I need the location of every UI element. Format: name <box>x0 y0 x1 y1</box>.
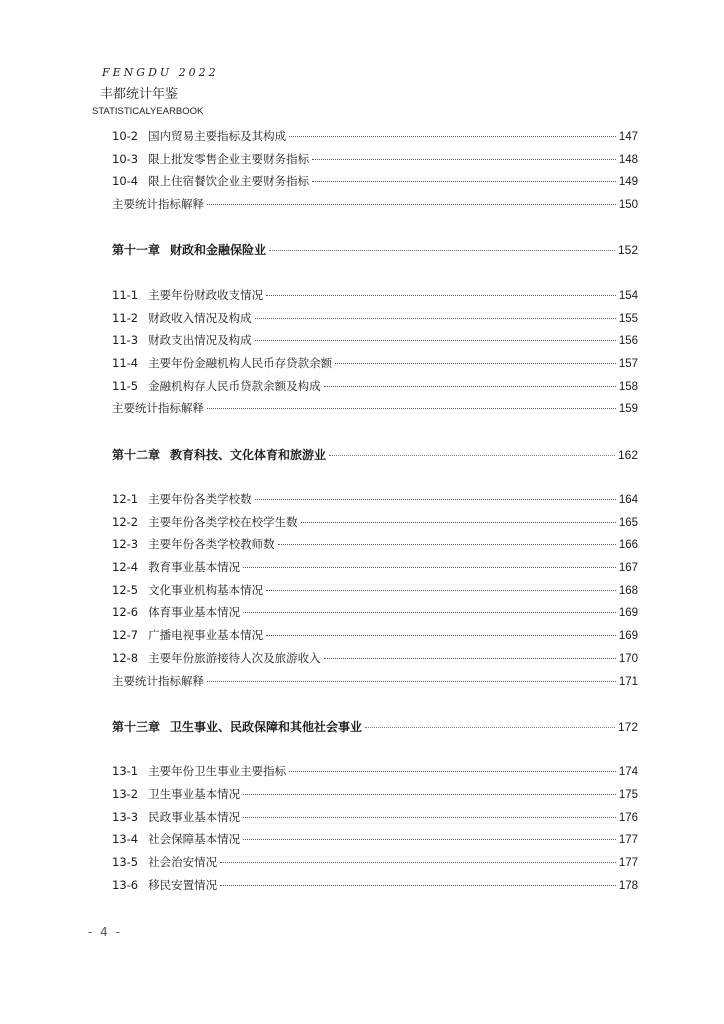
toc-dot-leader <box>243 567 616 568</box>
yearbook-title-en: FENGDU 2022 <box>102 66 219 79</box>
toc-entry-row[interactable] <box>112 604 638 627</box>
toc-page-number: 155 <box>618 312 638 325</box>
toc-entry-row[interactable] <box>112 151 638 174</box>
toc-entry-row[interactable] <box>112 514 638 537</box>
toc-chapter-row[interactable] <box>112 241 638 264</box>
toc-dot-leader <box>312 181 616 182</box>
toc-entry-row[interactable] <box>112 582 638 605</box>
toc-dot-leader <box>335 363 616 364</box>
toc-entry-title: 限上批发零售企业主要财务指标 <box>148 151 310 166</box>
toc-entry-row[interactable] <box>112 400 638 423</box>
toc-page-number: 156 <box>618 335 638 348</box>
toc-dot-leader <box>243 839 616 840</box>
toc-entry-title: 主要年份金融机构人民币存贷款余额 <box>148 355 333 370</box>
toc-dot-leader <box>329 455 615 456</box>
toc-dot-leader <box>278 544 616 545</box>
toc-entry-number: 第十一章 <box>112 243 161 258</box>
page-number: - 4 - <box>88 925 122 939</box>
toc-dot-leader <box>269 250 615 251</box>
toc-entry-row[interactable] <box>112 196 638 219</box>
toc-entry-title: 主要统计指标解释 <box>112 401 204 416</box>
toc-entry-title: 体育事业基本情况 <box>148 605 241 620</box>
toc-dot-leader <box>243 817 616 818</box>
toc-entry-title: 民政事业基本情况 <box>148 809 241 824</box>
toc-page-number: 149 <box>618 176 638 189</box>
toc-entry-row[interactable] <box>112 877 638 900</box>
toc-entry-number: 13-1 <box>112 764 139 779</box>
toc-entry-row[interactable] <box>112 491 638 514</box>
toc-dot-leader <box>207 681 616 682</box>
toc-entry-row[interactable] <box>112 854 638 877</box>
toc-spacer <box>112 468 638 491</box>
toc-entry-title: 主要年份各类学校数 <box>148 492 252 506</box>
toc-page-number: 157 <box>618 357 638 370</box>
toc-page-number: 152 <box>617 243 638 258</box>
toc-entry-number: 10-4 <box>112 174 139 189</box>
toc-spacer <box>112 741 638 764</box>
toc-page-number: 177 <box>618 834 638 847</box>
toc-page-number: 168 <box>618 584 638 597</box>
toc-entry-row[interactable] <box>112 559 638 582</box>
toc-page-number: 176 <box>618 811 638 824</box>
running-header <box>92 66 219 117</box>
toc-entry-title: 广播电视事业基本情况 <box>148 628 264 643</box>
toc-entry-title: 国内贸易主要指标及其构成 <box>148 129 287 143</box>
toc-entry-number: 12-1 <box>112 492 139 506</box>
toc-entry-title: 移民安置情况 <box>148 877 218 892</box>
toc-page-number: 150 <box>618 199 638 212</box>
toc-dot-leader <box>324 658 616 659</box>
toc-entry-number: 11-4 <box>112 355 139 370</box>
toc-entry-title: 社会治安情况 <box>148 855 218 869</box>
toc-entry-number: 11-2 <box>112 310 139 325</box>
toc-entry-number: 13-5 <box>112 855 139 869</box>
toc-entry-row[interactable] <box>112 128 638 151</box>
toc-entry-number: 11-5 <box>112 378 139 393</box>
toc-entry-number: 12-5 <box>112 582 139 597</box>
toc-page-number: 178 <box>618 879 638 892</box>
yearbook-title-cn: 丰都统计年鉴 <box>100 87 179 102</box>
toc-entry-number: 12-8 <box>112 650 139 665</box>
toc-spacer <box>112 423 638 446</box>
toc-entry-title: 财政和金融保险业 <box>170 243 267 258</box>
toc-dot-leader <box>207 204 616 205</box>
toc-dot-leader <box>207 408 616 409</box>
toc-entry-number: 13-4 <box>112 832 139 847</box>
toc-entry-title: 主要统计指标解释 <box>112 673 204 688</box>
toc-dot-leader <box>324 386 616 387</box>
toc-dot-leader <box>255 318 616 319</box>
toc-entry-row[interactable] <box>112 287 638 310</box>
toc-entry-title: 文化事业机构基本情况 <box>148 582 264 597</box>
toc-entry-title: 主要年份各类学校在校学生数 <box>148 514 298 529</box>
toc-entry-title: 金融机构存人民币贷款余额及构成 <box>148 378 321 393</box>
toc-entry-row[interactable] <box>112 831 638 854</box>
toc-dot-leader <box>312 159 616 160</box>
toc-entry-number: 10-2 <box>112 129 139 143</box>
toc-entry-title: 主要年份财政收支情况 <box>148 287 264 302</box>
toc-page-number: 167 <box>618 562 638 575</box>
toc-entry-number: 11-3 <box>112 333 139 348</box>
toc-entry-number: 13-6 <box>112 877 139 892</box>
toc-entry-number: 12-4 <box>112 560 139 575</box>
toc-entry-title: 主要统计指标解释 <box>112 197 204 212</box>
toc-entry-row[interactable] <box>112 378 638 401</box>
toc-page-number: 159 <box>618 403 638 416</box>
toc-chapter-row[interactable] <box>112 446 638 469</box>
table-of-contents <box>112 128 638 899</box>
toc-entry-title: 卫生事业基本情况 <box>148 786 241 801</box>
toc-spacer <box>112 264 638 287</box>
toc-entry-row[interactable] <box>112 332 638 355</box>
toc-page-number: 166 <box>618 539 638 552</box>
toc-entry-title: 限上住宿餐饮企业主要财务指标 <box>148 174 310 189</box>
toc-page-number: 174 <box>618 766 638 779</box>
toc-dot-leader <box>220 885 616 886</box>
toc-dot-leader <box>266 590 616 591</box>
toc-entry-title: 教育事业基本情况 <box>148 560 241 575</box>
toc-page-number: 154 <box>618 289 638 302</box>
toc-entry-number: 第十三章 <box>112 719 161 734</box>
toc-entry-number: 第十二章 <box>112 447 161 462</box>
toc-entry-number: 12-2 <box>112 514 139 529</box>
toc-entry-number: 12-7 <box>112 628 139 643</box>
toc-entry-number: 12-6 <box>112 605 139 620</box>
toc-dot-leader <box>301 522 616 523</box>
toc-entry-row[interactable] <box>112 173 638 196</box>
toc-page-number: 158 <box>618 380 638 393</box>
toc-page-number: 169 <box>618 630 638 643</box>
toc-entry-row[interactable] <box>112 627 638 650</box>
toc-dot-leader <box>289 136 616 137</box>
toc-entry-title: 教育科技、文化体育和旅游业 <box>170 447 327 462</box>
toc-dot-leader <box>243 794 616 795</box>
toc-spacer <box>112 695 638 718</box>
toc-entry-number: 13-2 <box>112 786 139 801</box>
toc-entry-title: 主要年份各类学校教师数 <box>148 537 275 552</box>
toc-page-number: 164 <box>618 494 638 506</box>
toc-dot-leader <box>365 727 615 728</box>
toc-page-number: 148 <box>618 153 638 166</box>
toc-page-number: 162 <box>617 447 638 462</box>
toc-page-number: 172 <box>617 719 638 734</box>
toc-entry-number: 11-1 <box>112 287 139 302</box>
toc-entry-row[interactable] <box>112 763 638 786</box>
toc-dot-leader <box>255 499 616 500</box>
toc-page-number: 169 <box>618 607 638 620</box>
toc-entry-row[interactable] <box>112 536 638 559</box>
toc-page-number: 170 <box>618 652 638 665</box>
toc-entry-title: 社会保障基本情况 <box>148 832 241 847</box>
toc-entry-number: 13-3 <box>112 809 139 824</box>
toc-entry-number: 10-3 <box>112 151 139 166</box>
toc-page-number: 175 <box>618 788 638 801</box>
toc-page-number: 147 <box>618 131 638 143</box>
toc-dot-leader <box>266 635 616 636</box>
toc-entry-row[interactable] <box>112 809 638 832</box>
toc-dot-leader <box>255 340 616 341</box>
toc-dot-leader <box>220 862 616 863</box>
toc-dot-leader <box>243 612 616 613</box>
toc-page-number: 171 <box>618 675 638 688</box>
yearbook-subtitle: STATISTICALYEARBOOK <box>92 106 204 117</box>
toc-chapter-row[interactable] <box>112 718 638 741</box>
toc-entry-title: 卫生事业、民政保障和其他社会事业 <box>170 719 363 734</box>
toc-entry-row[interactable] <box>112 310 638 333</box>
toc-entry-row[interactable] <box>112 673 638 696</box>
toc-spacer <box>112 219 638 242</box>
toc-entry-row[interactable] <box>112 650 638 673</box>
toc-entry-title: 财政支出情况及构成 <box>148 333 252 348</box>
toc-entry-row[interactable] <box>112 786 638 809</box>
toc-dot-leader <box>266 295 616 296</box>
toc-entry-title: 主要年份旅游接待人次及旅游收入 <box>148 650 321 665</box>
toc-page-number: 165 <box>618 516 638 529</box>
toc-entry-title: 财政收入情况及构成 <box>148 310 252 325</box>
toc-dot-leader <box>289 771 616 772</box>
toc-entry-row[interactable] <box>112 355 638 378</box>
toc-page-number: 177 <box>618 857 638 869</box>
toc-entry-title: 主要年份卫生事业主要指标 <box>148 764 287 779</box>
toc-entry-number: 12-3 <box>112 537 139 552</box>
